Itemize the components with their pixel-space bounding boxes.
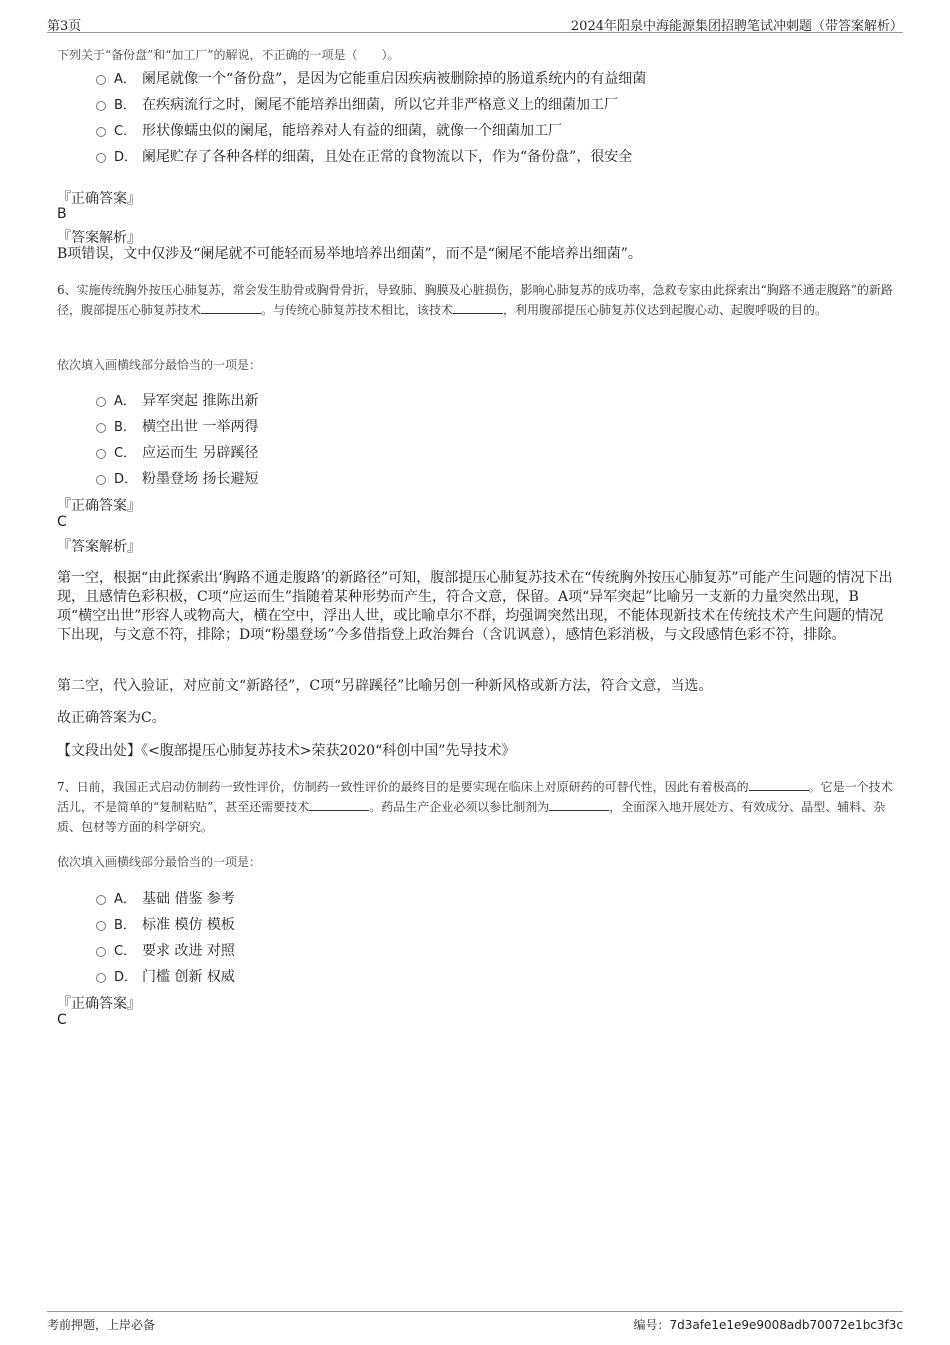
fill-blank	[749, 778, 809, 791]
q6-analysis-label: 『答案解析』	[57, 539, 141, 555]
q6-option-c[interactable]: C． 应运而生 另辟蹊径	[96, 442, 258, 462]
q5-prompt: 下列关于“备份盘”和“加工厂”的解说，不正确的一项是（ ）。	[57, 48, 400, 62]
q5-option-a[interactable]: A． 阑尾就像一个“备份盘”，是因为它能重启因疾病被删除掉的肠道系统内的有益细菌	[96, 68, 646, 88]
fill-blank	[201, 301, 261, 314]
radio-icon[interactable]	[96, 75, 106, 85]
document-title: 2024年阳泉中海能源集团招聘笔试冲刺题（带答案解析）	[570, 19, 903, 34]
q7-stem: 7、日前，我国正式启动仿制药一致性评价，仿制药一致性评价的最终目的是要实现在临床上对原研药的可替代性，因此有着极高的 。它是一个技术活儿，不是简单的“复制粘贴”，甚至还需要技术 。药品生产企业必须以参比制剂为 ，全面深入地开展处方、有效成分、晶型、辅料、杂质、包材等方面的科学研究。	[57, 780, 893, 834]
page-footer	[47, 1311, 903, 1332]
radio-icon[interactable]	[96, 895, 106, 905]
fill-blank	[309, 798, 369, 811]
q5-answer-label: 『正确答案』	[57, 191, 141, 207]
q6-option-b[interactable]: B． 横空出世 一举两得	[96, 416, 258, 436]
q6-source: 【文段出处】《<腹部提压心肺复苏技术>荣获2020“科创中国”先导技术》	[57, 743, 516, 759]
q7-option-d[interactable]: D． 门槛 创新 权威	[96, 966, 235, 986]
q6-analysis-paragraph-2: 第二空，代入验证，对应前文“新路径”，C项“另辟蹊径”比喻另创一种新风格或新方法，符合文意，当选。	[57, 678, 713, 694]
radio-icon[interactable]	[96, 397, 106, 407]
radio-icon[interactable]	[96, 423, 106, 433]
q7-option-c[interactable]: C． 要求 改进 对照	[96, 940, 235, 960]
q6-analysis-paragraph-3: 故正确答案为C。	[57, 710, 166, 726]
q5-option-b[interactable]: B． 在疾病流行之时，阑尾不能培养出细菌，所以它并非严格意义上的细菌加工厂	[96, 94, 618, 114]
q6-answer: C	[57, 514, 67, 530]
radio-icon[interactable]	[96, 947, 106, 957]
page-header	[47, 12, 903, 33]
q7-answer-label: 『正确答案』	[57, 996, 141, 1012]
q7-option-a[interactable]: A． 基础 借鉴 参考	[96, 888, 235, 908]
q7-prompt: 依次填入画横线部分最恰当的一项是：	[57, 855, 262, 869]
q6-answer-label: 『正确答案』	[57, 498, 141, 514]
q5-option-c[interactable]: C． 形状像蠕虫似的阑尾，能培养对人有益的细菌，就像一个细菌加工厂	[96, 120, 562, 140]
q7-option-b[interactable]: B． 标准 模仿 模板	[96, 914, 235, 934]
radio-icon[interactable]	[96, 475, 106, 485]
radio-icon[interactable]	[96, 449, 106, 459]
q7-answer: C	[57, 1012, 67, 1028]
q5-answer: B	[57, 206, 67, 222]
q6-analysis-paragraph-1: 第一空，根据“由此探索出‘胸路不通走腹路’的新路径”可知，腹部提压心肺复苏技术在“传统胸外按压心肺复苏”可能产生问题的情况下出现，且感情色彩积极，C项“应运而生”指随着某种形势而产生，符合文意，保留。A项“异军突起”比喻另一支新的力量突然出现，B项“横空出世”形容人或物高大，横在空中，浮出人世，或比喻卓尔不群，均强调突然出现，不能体现新技术在传统技术产生问题的情况下出现，与文意不符，排除；D项“粉墨登场”今多借指登上政治舞台（含讥讽意），感情色彩消极，与文段感情色彩不符，排除。	[57, 570, 893, 643]
radio-icon[interactable]	[96, 973, 106, 983]
page-number: 第3页	[47, 19, 82, 34]
fill-blank	[453, 301, 503, 314]
fill-blank	[549, 798, 609, 811]
q5-option-d[interactable]: D． 阑尾贮存了各种各样的细菌，且处在正常的食物流以下，作为“备份盘”，很安全	[96, 146, 632, 166]
radio-icon[interactable]	[96, 921, 106, 931]
q6-option-d[interactable]: D． 粉墨登场 扬长避短	[96, 468, 258, 488]
radio-icon[interactable]	[96, 153, 106, 163]
radio-icon[interactable]	[96, 101, 106, 111]
q5-analysis-label: 『答案解析』	[57, 230, 141, 246]
q5-analysis: B项错误，文中仅涉及“阑尾就不可能轻而易举地培养出细菌”，而不是“阑尾不能培养出细菌”。	[57, 246, 642, 262]
footer-slogan: 考前押题，上岸必备	[47, 1318, 156, 1332]
q6-stem: 6、实施传统胸外按压心肺复苏，常会发生肋骨或胸骨骨折，导致肺、胸膜及心脏损伤，影响心肺复苏的成功率，急救专家由此探索出“胸路不通走腹路”的新路径，腹部提压心肺复苏技术 。与传统心肺复苏技术相比，该技术 ，利用腹部提压心肺复苏仪达到起腹心动、起腹呼吸的目的。	[57, 283, 893, 317]
q6-option-a[interactable]: A． 异军突起 推陈出新	[96, 390, 258, 410]
q6-prompt: 依次填入画横线部分最恰当的一项是：	[57, 358, 262, 372]
document-code: 编号：7d3afe1e1e9e9008adb70072e1bc3f3c	[633, 1318, 903, 1332]
radio-icon[interactable]	[96, 127, 106, 137]
